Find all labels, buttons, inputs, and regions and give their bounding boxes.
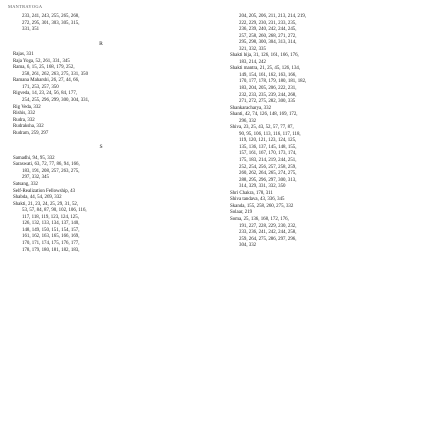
- index-entry-line: 148, 149, 150, 151, 154, 157,: [22, 227, 80, 233]
- index-entry: Rudraksha, 332: [13, 124, 44, 130]
- index-entry-line: 252, 254, 256, 257, 258, 259,: [239, 164, 297, 170]
- index-entry-line: 90, 95, 106, 113, 116, 117, 118,: [239, 131, 301, 137]
- running-head: MANTRAYOGA: [8, 4, 43, 9]
- index-entry-line: 161, 162, 163, 165, 166, 169,: [22, 234, 80, 240]
- index-entry: Saraswati, 63, 72, 77, 86, 94, 166,: [13, 162, 80, 168]
- index-entry-line: 297, 332, 345: [22, 175, 49, 181]
- index-column-right: [230, 14, 406, 250]
- index-entry-line: 295, 298, 300, 304, 313, 314,: [239, 40, 297, 46]
- index-entry: Raja Yoga, 52, 261, 331, 345: [13, 58, 70, 64]
- index-entry-line: 170, 177, 178, 179, 180, 181, 182,: [239, 79, 307, 85]
- index-entry-line: 296, 332: [239, 118, 257, 124]
- index-entry: Satsang, 332: [13, 182, 38, 188]
- index-entry-line: 119, 120, 121, 123, 124, 125,: [239, 138, 297, 144]
- index-entry: Rajas, 331: [13, 52, 34, 58]
- index-section-s: [13, 156, 189, 254]
- section-letter-r: R: [99, 40, 103, 47]
- index-entry-line: 191, 227, 228, 229, 230, 232,: [239, 223, 297, 229]
- index-entry: Rig Veda, 332: [13, 104, 41, 110]
- index-entry-line: 170, 171, 174, 175, 176, 177,: [22, 240, 80, 246]
- index-entry-line: 157, 161, 167, 170, 173, 174,: [239, 151, 297, 157]
- section-letter-s: S: [99, 144, 103, 151]
- index-entry-line: 257, 258, 260, 268, 271, 272,: [239, 33, 297, 39]
- index-continuation-block: [13, 14, 189, 34]
- index-entry-line: 232, 233, 235, 239, 244, 268,: [239, 92, 297, 98]
- index-entry: Rudra, 332: [13, 117, 35, 123]
- index-entry-line: 233, 236, 241, 242, 244, 258,: [239, 230, 297, 236]
- index-entry-line: 260, 262, 264, 265, 274, 275,: [239, 171, 297, 177]
- index-entry-line: 126, 132, 133, 134, 137, 140,: [22, 221, 80, 227]
- index-entry: Shankaracharya, 332: [230, 105, 272, 111]
- index-entry-line: 331, 351: [22, 27, 40, 33]
- index-entry-line: 149, 154, 161, 162, 163, 166,: [239, 72, 297, 78]
- index-entry-line: 178, 179, 180, 181, 182, 183,: [22, 247, 80, 253]
- index-entry-line: 135, 136, 137, 145, 148, 155,: [239, 144, 297, 150]
- index-entry: Rigveda, 14, 23, 24, 56, 84, 177,: [13, 91, 77, 97]
- index-entry: Shri Chakra, 178, 311: [230, 190, 273, 196]
- index-entry-line: 314, 329, 331, 332, 350: [239, 184, 286, 190]
- index-entry-line: 171, 253, 257, 350: [22, 84, 59, 90]
- index-entry-line: 204, 205, 206, 211, 213, 214, 219,: [239, 14, 307, 19]
- index-entry-line: 258, 261, 262, 263, 275, 331, 350: [22, 71, 89, 77]
- index-entry: Soma, 25, 136, 168, 172, 176,: [230, 216, 289, 222]
- index-entry: Shakti mantra, 21, 25, 45, 126, 134,: [230, 66, 301, 72]
- index-entry-line: 233, 241, 243, 255, 265, 268,: [22, 14, 80, 19]
- index-entry-line: 304, 332: [239, 243, 257, 249]
- index-entry-line: 117, 118, 119, 123, 124, 125,: [22, 214, 79, 220]
- index-entry: Rama, 6, 15, 25, 168, 179, 252,: [13, 65, 75, 71]
- index-entry-line: 254, 255, 296, 299, 300, 304, 331,: [22, 98, 90, 104]
- index-entry: Shiva tandava, 43, 336, 345: [230, 197, 285, 203]
- index-entry: Shakti, 21, 23, 24, 25, 29, 31, 52,: [13, 201, 79, 207]
- index-entry-line: 321, 332, 335: [239, 46, 266, 52]
- index-entry-line: 236, 239, 240, 242, 244, 245,: [239, 27, 297, 33]
- index-entry-line: 183, 204, 205, 206, 222, 231,: [239, 86, 297, 92]
- index-entry: Solaar, 219: [230, 210, 253, 216]
- index-entry: Shakti bija, 31, 126, 161, 166, 176,: [230, 53, 299, 59]
- index-entry-line: 183, 214, 242: [239, 59, 266, 65]
- index-entry-line: 259, 264, 275, 286, 297, 296,: [239, 236, 297, 242]
- index-section-r: [13, 52, 189, 137]
- index-entry: Rishis, 332: [13, 111, 36, 117]
- index-entry-line: 53, 57, 84, 87, 90, 102, 106, 116,: [22, 208, 87, 214]
- index-entry: Self-Realization Fellowship, 43: [13, 188, 76, 194]
- index-entry: Samadhi, 94, 95, 332: [13, 155, 55, 161]
- index-column-left: [13, 14, 189, 254]
- index-entry: Shabda, 44, 54, 269, 332: [13, 195, 62, 201]
- index-entry: Shiva, 23, 25, 43, 52, 57, 77, 87,: [230, 125, 294, 131]
- index-entry-line: 272, 295, 301, 303, 305, 315,: [22, 20, 80, 26]
- index-entry-line: 271, 272, 275, 282, 300, 335: [239, 99, 296, 105]
- index-entry: Ramana Maharshi, 26, 27, 44, 66,: [13, 78, 80, 84]
- index-entry-line: 222, 229, 230, 231, 233, 235,: [239, 20, 297, 26]
- index-entry: Shanti, 42, 74, 126, 148, 169, 172,: [230, 112, 298, 118]
- index-entry-line: 288, 295, 296, 297, 300, 313,: [239, 177, 297, 183]
- index-entry: Rudram, 259, 297: [13, 130, 49, 136]
- index-entry: Skanda, 155, 258, 260, 275, 332: [230, 203, 294, 209]
- index-entry-line: 175, 183, 214, 219, 244, 251,: [239, 158, 297, 164]
- index-entry-line: 183, 191, 208, 257, 263, 275,: [22, 168, 80, 174]
